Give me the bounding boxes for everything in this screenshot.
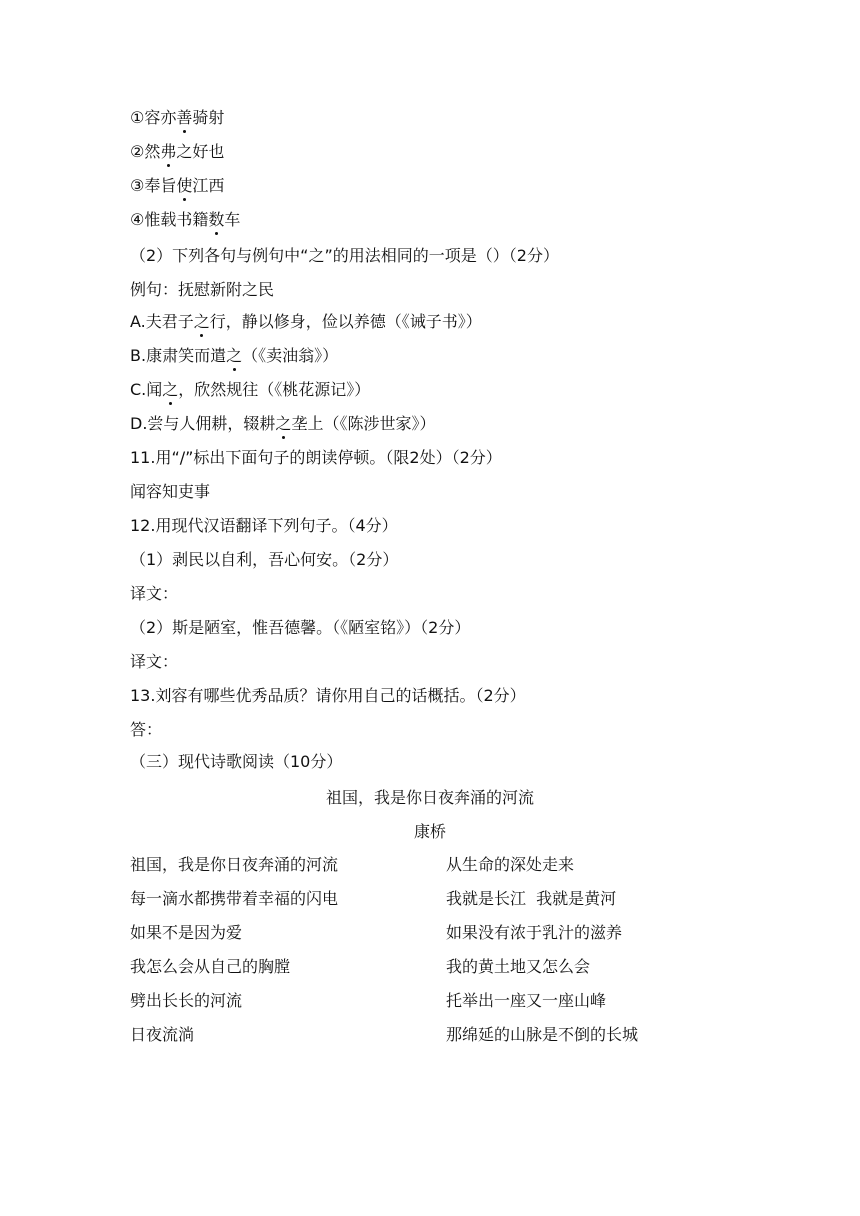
question-11: 11.用“/”标出下面句子的朗读停顿。（限2处）（2分） xyxy=(130,448,502,467)
question-13: 13.刘容有哪些优秀品质？请你用自己的话概括。（2分） xyxy=(130,686,526,705)
item-text: ①容亦 xyxy=(130,108,177,127)
poem-author: 康桥 xyxy=(413,822,446,841)
poem-line-right: 从生命的深处走来 xyxy=(446,855,575,874)
translation-label: 译文： xyxy=(130,652,179,671)
item-text: ②然 xyxy=(130,142,161,161)
question-12-2: （2）斯是陋室，惟吾德馨。（《陋室铭》）（2分） xyxy=(130,618,471,637)
emphasis-char: 之 xyxy=(193,312,210,331)
option-text: C.闻 xyxy=(130,380,163,399)
item-text: ③奉旨 xyxy=(130,176,177,195)
poem-line-right: 如果没有浓于乳汁的滋养 xyxy=(446,923,623,942)
poem-line-right: 托举出一座又一座山峰 xyxy=(446,991,607,1010)
item-2 xyxy=(130,142,224,162)
item-text: 骑射 xyxy=(192,108,225,127)
poem-line-left: 如果不是因为爱 xyxy=(130,923,243,942)
emphasis-char: 善 xyxy=(176,108,193,127)
poem-line-left: 我怎么会从自己的胸膛 xyxy=(130,957,291,976)
section-heading: （三）现代诗歌阅读（10分） xyxy=(130,752,343,771)
emphasis-char: 数 xyxy=(208,210,225,229)
emphasis-char: 使 xyxy=(176,176,193,195)
question-12-1: （1）剥民以自利，吾心何安。（2分） xyxy=(130,550,399,569)
poem-line-right: 我的黄土地又怎么会 xyxy=(446,957,591,976)
question-2: （2）下列各句与例句中“之”的用法相同的一项是（）（2分） xyxy=(130,246,559,265)
question-12: 12.用现代汉语翻译下列句子。（4分） xyxy=(130,516,398,535)
translation-label: 译文： xyxy=(130,584,179,603)
item-text: ④惟载书籍 xyxy=(130,210,209,229)
poem-line-right: 那绵延的山脉是不倒的长城 xyxy=(446,1025,639,1044)
item-3 xyxy=(130,176,224,196)
poem-line-left: 日夜流淌 xyxy=(130,1025,195,1044)
option-text: B.康肃笑而遣 xyxy=(130,346,227,365)
item-text: 之好也 xyxy=(176,142,225,161)
emphasis-char: 之 xyxy=(275,414,292,433)
option-text: A.夫君子 xyxy=(130,312,194,331)
option-text: D.尝与人佣耕，辍耕 xyxy=(130,414,276,433)
item-text: 江西 xyxy=(192,176,225,195)
poem-line-left: 每一滴水都携带着幸福的闪电 xyxy=(130,889,339,908)
option-text: （《卖油翁》） xyxy=(242,346,339,365)
poem-line-left: 劈出长长的河流 xyxy=(130,991,243,1010)
option-a xyxy=(130,312,482,332)
item-4 xyxy=(130,210,240,230)
poem-line-left: 祖国，我是你日夜奔涌的河流 xyxy=(130,855,339,874)
example-sentence: 例句：抚慰新附之民 xyxy=(130,280,275,299)
emphasis-char: 之 xyxy=(226,346,243,365)
emphasis-char: 弗 xyxy=(160,142,177,161)
emphasis-char: 之 xyxy=(162,380,179,399)
poem-line-right: 我就是长江 我就是黄河 xyxy=(446,889,617,908)
option-text: 垄上（《陈涉世家》） xyxy=(291,414,436,433)
option-d xyxy=(130,414,435,434)
option-text: 行，静以修身，俭以养德（《诫子书》） xyxy=(209,312,482,331)
item-1 xyxy=(130,108,224,128)
option-b xyxy=(130,346,338,366)
question-11-sentence: 闻容知吏事 xyxy=(130,482,211,501)
answer-label: 答： xyxy=(130,720,163,739)
option-c xyxy=(130,380,370,400)
poem-title: 祖国，我是你日夜奔涌的河流 xyxy=(325,788,534,807)
option-text: ，欣然规往（《桃花源记》） xyxy=(178,380,371,399)
item-text: 车 xyxy=(224,210,241,229)
